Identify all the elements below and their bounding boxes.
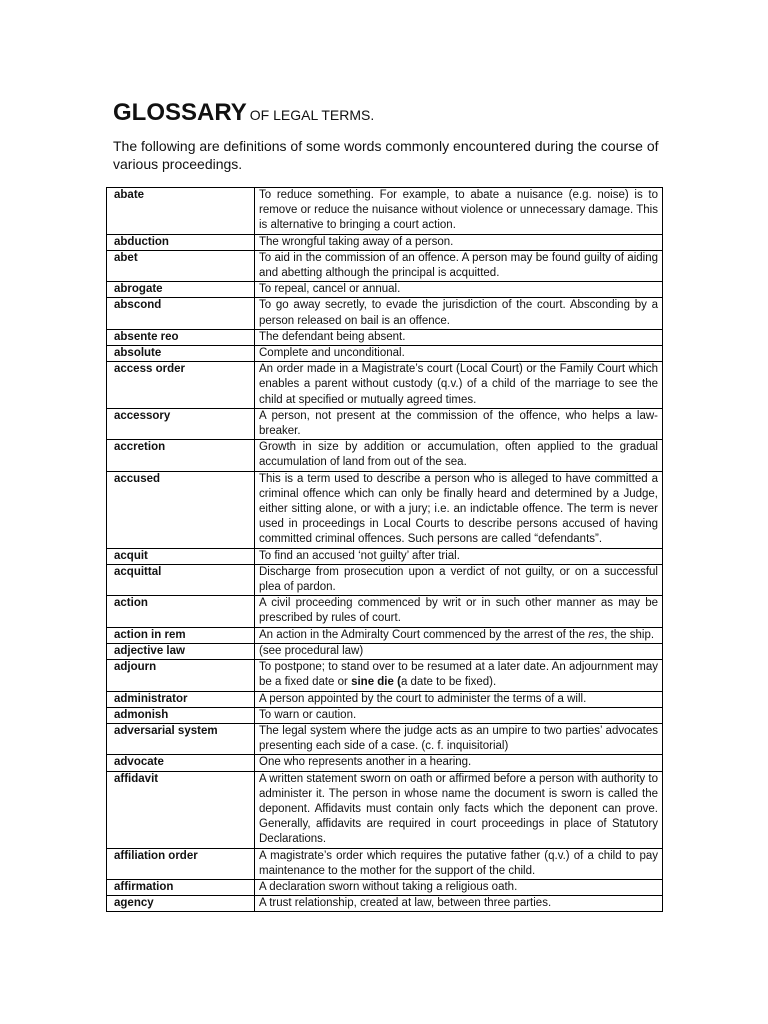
table-row [107, 771, 663, 848]
definition-text: The legal system where the judge acts as an umpire to two parties’ advocates presenting each side of a case. (c. f. inquisitorial) [259, 724, 658, 753]
table-row [107, 660, 663, 691]
table-row [107, 188, 663, 235]
glossary-definition [255, 596, 663, 627]
definition-text: To warn or caution. [259, 708, 357, 721]
definition-text: To find an accused ‘not guilty’ after trial. [259, 549, 460, 562]
glossary-term: accretion [107, 440, 255, 471]
title-main: GLOSSARY [113, 99, 247, 126]
definition-text: A person appointed by the court to administer the terms of a will. [259, 692, 587, 705]
definition-text: To reduce something. For example, to abate a nuisance (e.g. noise) is to remove or reduce the nuisance without violence or unnecessary damage. This is alternative to bringing a court action. [259, 189, 658, 232]
glossary-definition [255, 346, 663, 362]
glossary-table-body [107, 188, 663, 912]
intro-paragraph: The following are definitions of some words commonly encountered during the course of various proceedings. [113, 138, 659, 172]
definition-text: (see procedural law) [259, 644, 364, 657]
glossary-definition [255, 660, 663, 691]
glossary-term: access order [107, 362, 255, 409]
glossary-definition [255, 879, 663, 895]
definition-text: The wrongful taking away of a person. [259, 235, 454, 248]
glossary-definition [255, 707, 663, 723]
glossary-definition [255, 771, 663, 848]
table-row [107, 627, 663, 643]
definition-italic: res [588, 628, 605, 641]
glossary-term: action [107, 596, 255, 627]
page-title [113, 91, 374, 128]
glossary-term: admonish [107, 707, 255, 723]
glossary-term: advocate [107, 755, 255, 771]
table-row [107, 564, 663, 595]
glossary-term: abduction [107, 234, 255, 250]
definition-text: This is a term used to describe a person who is alleged to have committed a criminal offence which can only be finally heard and determined by a Judge, either sitting alone, or with a jury; i.e. an indictable offence. The term is never used in proceedings in Local Courts to describe persons accused of having committed criminal offences. Such persons are called “defendants”. [259, 472, 658, 546]
table-row [107, 440, 663, 471]
glossary-term: affidavit [107, 771, 255, 848]
glossary-definition [255, 250, 663, 281]
glossary-term: absolute [107, 346, 255, 362]
glossary-table [106, 187, 663, 912]
glossary-definition [255, 548, 663, 564]
glossary-term: acquit [107, 548, 255, 564]
table-row [107, 707, 663, 723]
glossary-definition [255, 234, 663, 250]
table-row [107, 879, 663, 895]
definition-tail: , the ship. [604, 628, 655, 641]
table-row [107, 408, 663, 439]
table-row [107, 282, 663, 298]
glossary-term: abscond [107, 298, 255, 329]
definition-text: Complete and unconditional. [259, 347, 405, 360]
definition-text: A person, not present at the commission of the offence, who helps a law-breaker. [259, 409, 658, 438]
glossary-term: adjective law [107, 643, 255, 659]
definition-text: A written statement sworn on oath or affirmed before a person with authority to administer it. The person in whose name the document is sworn is called the deponent. Affidavits must contain only facts which the deponent can prove. Generally, affidavits are required in court proceedings in place of Statutory Declarations. [259, 772, 658, 846]
glossary-term: abet [107, 250, 255, 281]
glossary-definition [255, 896, 663, 912]
definition-text: A trust relationship, created at law, between three parties. [259, 897, 552, 910]
glossary-definition [255, 691, 663, 707]
table-row [107, 298, 663, 329]
glossary-definition [255, 298, 663, 329]
definition-bold: sine die ( [351, 676, 401, 689]
glossary-term: affiliation order [107, 848, 255, 879]
glossary-term: acquittal [107, 564, 255, 595]
glossary-definition [255, 755, 663, 771]
definition-text: An order made in a Magistrate’s court (Local Court) or the Family Court which enables a parent without custody (q.v.) of a child of the marriage to see the child at specified or mutually agreed times. [259, 363, 658, 406]
table-row [107, 691, 663, 707]
glossary-definition [255, 329, 663, 345]
glossary-term: adjourn [107, 660, 255, 691]
glossary-term: agency [107, 896, 255, 912]
glossary-term: absente reo [107, 329, 255, 345]
table-row [107, 896, 663, 912]
glossary-term: accessory [107, 408, 255, 439]
glossary-term: abrogate [107, 282, 255, 298]
definition-text: An action in the Admiralty Court commenced by the arrest of the [259, 628, 585, 641]
table-row [107, 755, 663, 771]
table-row [107, 548, 663, 564]
glossary-term: adversarial system [107, 723, 255, 754]
table-row [107, 346, 663, 362]
glossary-definition [255, 643, 663, 659]
definition-text: To postpone; to stand over to be resumed at a later date. An adjournment may be a fixed date or [259, 661, 658, 689]
table-row [107, 723, 663, 754]
definition-tail: a date to be fixed). [400, 676, 497, 689]
glossary-term: affirmation [107, 879, 255, 895]
definition-text: Growth in size by addition or accumulation, often applied to the gradual accumulation of land from out of the sea. [259, 441, 658, 469]
glossary-definition [255, 723, 663, 754]
glossary-term: accused [107, 471, 255, 548]
definition-text: A declaration sworn without taking a religious oath. [259, 880, 518, 893]
glossary-definition [255, 848, 663, 879]
definition-text: The defendant being absent. [259, 330, 406, 343]
glossary-definition [255, 564, 663, 595]
definition-text: To aid in the commission of an offence. A person may be found guilty of aiding and abetting although the principal is acquitted. [259, 251, 658, 280]
glossary-definition [255, 627, 663, 643]
glossary-definition [255, 471, 663, 548]
table-row [107, 471, 663, 548]
definition-text: A civil proceeding commenced by writ or in such other manner as may be prescribed by rules of court. [259, 597, 658, 625]
glossary-term: administrator [107, 691, 255, 707]
definition-text: Discharge from prosecution upon a verdict of not guilty, or on a successful plea of pardon. [259, 565, 658, 594]
glossary-term: abate [107, 188, 255, 235]
title-rest: OF LEGAL TERMS. [249, 107, 375, 123]
definition-text: A magistrate’s order which requires the putative father (q.v.) of a child to pay maintenance to the mother for the support of the child. [259, 849, 658, 877]
definition-text: To go away secretly, to evade the jurisdiction of the court. Absconding by a person released on bail is an offence. [259, 299, 658, 327]
table-row [107, 596, 663, 627]
table-row [107, 329, 663, 345]
table-row [107, 643, 663, 659]
table-row [107, 362, 663, 409]
glossary-definition [255, 282, 663, 298]
glossary-definition [255, 440, 663, 471]
definition-text: One who represents another in a hearing. [259, 756, 472, 769]
glossary-definition [255, 408, 663, 439]
table-row [107, 250, 663, 281]
definition-text: To repeal, cancel or annual. [259, 283, 401, 296]
glossary-term: action in rem [107, 627, 255, 643]
glossary-definition [255, 188, 663, 235]
glossary-definition [255, 362, 663, 409]
table-row [107, 848, 663, 879]
table-row [107, 234, 663, 250]
